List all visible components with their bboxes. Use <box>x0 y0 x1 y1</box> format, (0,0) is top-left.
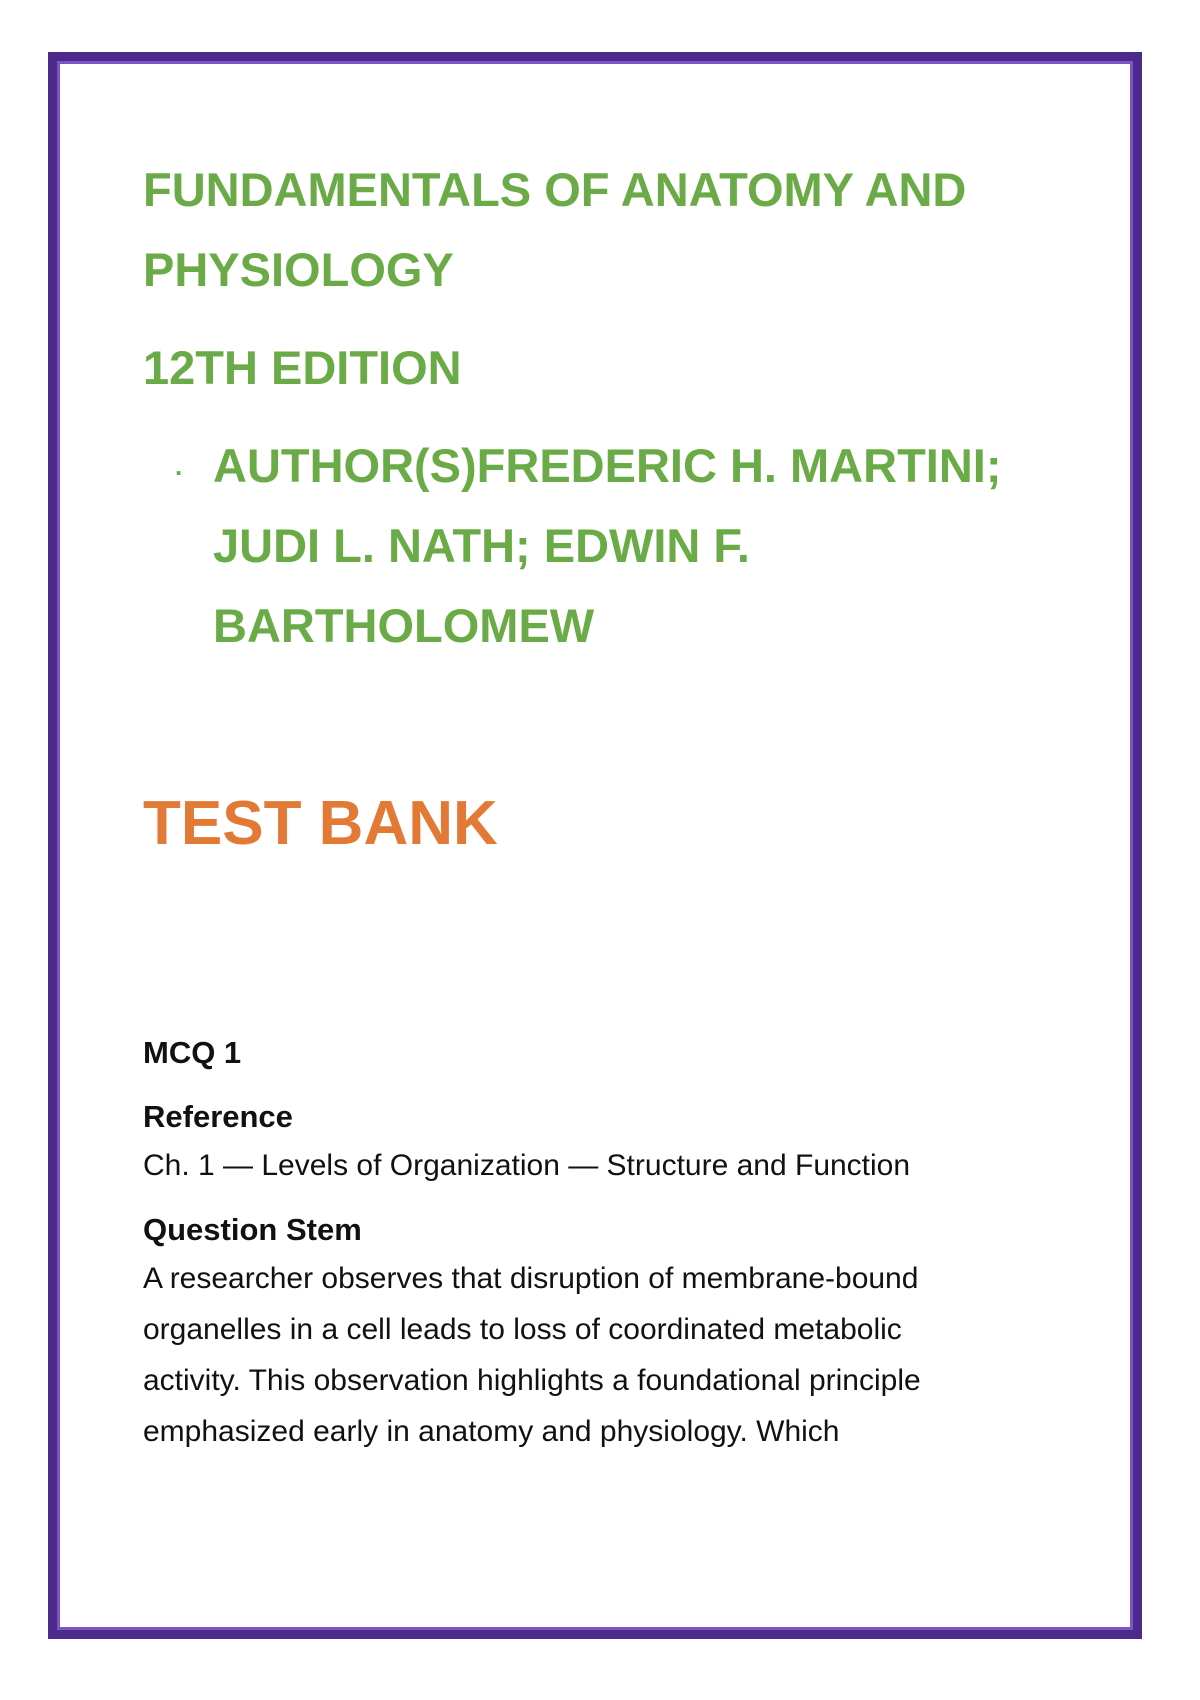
author-list <box>143 426 1023 666</box>
question-stem-label: Question Stem <box>143 1212 362 1247</box>
question-stem-text <box>143 1253 1023 1457</box>
mcq-title: MCQ 1 <box>143 1035 242 1070</box>
stem-line-3: activity. This observation highlights a foundational principle <box>143 1364 921 1397</box>
book-title-line-1: FUNDAMENTALS OF ANATOMY AND <box>143 163 967 216</box>
reference-label: Reference <box>143 1099 293 1134</box>
authors <box>213 426 1023 666</box>
cover-header <box>143 150 1023 864</box>
author-line-3: BARTHOLOMEW <box>213 599 595 652</box>
author-line-1: AUTHOR(S)FREDERIC H. MARTINI; <box>213 439 1002 492</box>
stem-line-4: emphasized early in anatomy and physiology. Which <box>143 1415 840 1448</box>
bullet-icon: . <box>175 451 183 481</box>
author-line-2: JUDI L. NATH; EDWIN F. <box>213 519 750 572</box>
stem-line-2: organelles in a cell leads to loss of coordinated metabolic <box>143 1313 902 1346</box>
book-title-line-2: PHYSIOLOGY <box>143 243 454 296</box>
reference-text: Ch. 1 — Levels of Organization — Structure and Function <box>143 1149 911 1182</box>
stem-line-1: A researcher observes that disruption of membrane-bound <box>143 1262 919 1295</box>
mcq-section <box>143 1030 1023 1473</box>
edition-label: 12TH EDITION <box>143 341 462 394</box>
test-bank-banner: TEST BANK <box>143 789 498 858</box>
